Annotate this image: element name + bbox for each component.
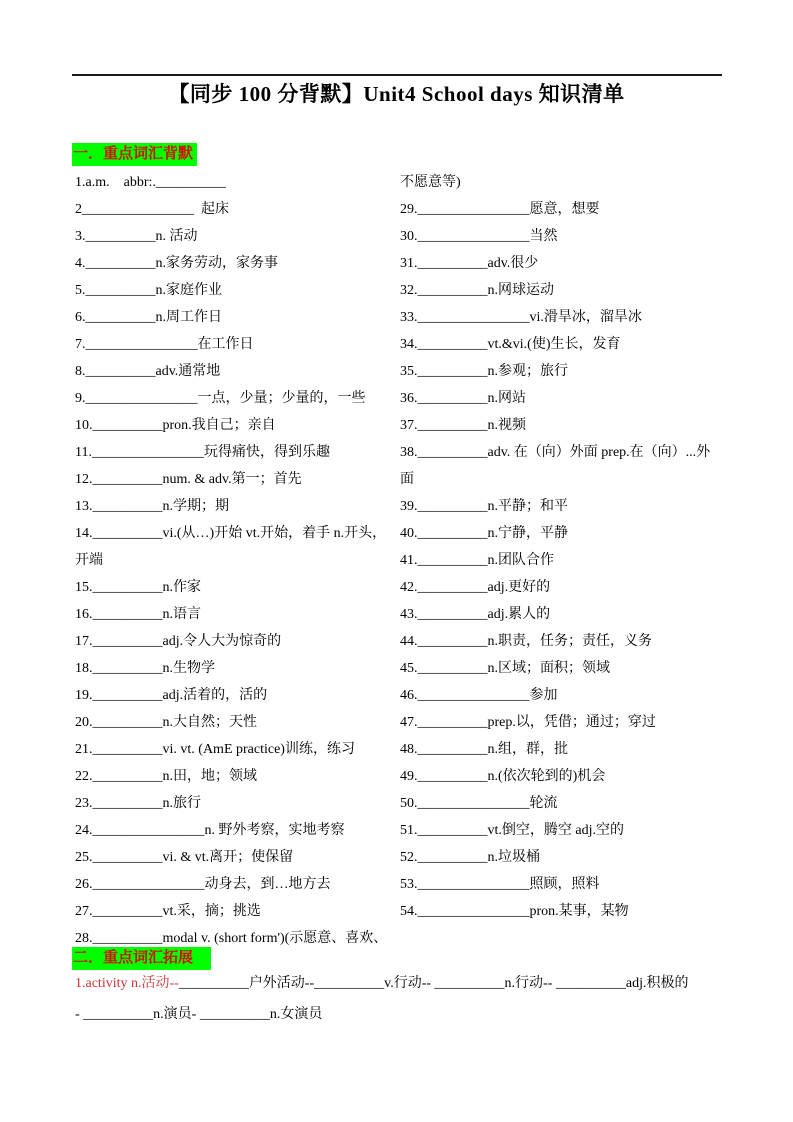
vocab-line: 34.__________vt.&vi.(使)生长，发育	[400, 337, 621, 352]
vocab-line: 32.__________n.网球运动	[400, 283, 554, 298]
expansion-headword: 1.activity n.活动--	[75, 976, 179, 991]
vocab-line: 25.__________vi. & vt.离开；使保留	[75, 850, 294, 865]
vocab-line: 37.__________n.视频	[400, 418, 526, 433]
vocab-line: 22.__________n.田，地；领域	[75, 769, 257, 784]
vocab-line: 开端	[75, 553, 103, 568]
vocab-line: 41.__________n.团队合作	[400, 553, 554, 568]
vocab-line: 2________________ 起床	[75, 202, 229, 217]
expansion-line-1	[75, 974, 688, 994]
vocab-line: 7.________________在工作日	[75, 337, 254, 352]
vocab-line: 36.__________n.网站	[400, 391, 526, 406]
vocab-line: 26.________________动身去，到…地方去	[75, 877, 331, 892]
vocab-line: 45.__________n.区域；面积；领域	[400, 661, 610, 676]
expansion-derivatives: __________户外活动--__________v.行动-- __________n.行动-- __________adj.积极的	[178, 976, 689, 991]
horizontal-rule	[72, 74, 722, 76]
vocab-line: 23.__________n.旅行	[75, 796, 201, 811]
vocab-line: 39.__________n.平静；和平	[400, 499, 568, 514]
vocab-line: 8.__________adv.通常地	[75, 364, 221, 379]
vocab-line: 28.__________modal v. (short form')(示愿意、喜欢、	[75, 931, 388, 946]
vocab-line: 30.________________当然	[400, 229, 558, 244]
vocab-line: 40.__________n.宁静，平静	[400, 526, 568, 541]
vocab-columns	[75, 169, 725, 952]
section-2-heading: 二．重点词汇拓展	[72, 947, 211, 970]
vocab-line: 46.________________参加	[400, 688, 558, 703]
vocab-line: 1.a.m. abbr:.__________	[75, 175, 226, 190]
vocab-line: 面	[400, 472, 414, 487]
vocab-column-right	[400, 169, 725, 925]
vocab-line: 53.________________照顾，照料	[400, 877, 600, 892]
vocab-line: 51.__________vt.倒空，腾空 adj.空的	[400, 823, 624, 838]
vocab-line: 3.__________n. 活动	[75, 229, 198, 244]
section-1-heading: 一．重点词汇背默	[72, 143, 197, 166]
vocab-line: 6.__________n.周工作日	[75, 310, 222, 325]
vocab-line: 24.________________n. 野外考察，实地考察	[75, 823, 345, 838]
vocab-line: 5.__________n.家庭作业	[75, 283, 222, 298]
vocab-line: 14.__________vi.(从…)开始 vt.开始，着手 n.开头，	[75, 526, 387, 541]
vocab-column-left	[75, 169, 400, 952]
vocab-line: 不愿意等)	[400, 175, 461, 190]
vocab-line: 10.__________pron.我自己；亲自	[75, 418, 276, 433]
vocab-line: 47.__________prep.以，凭借；通过；穿过	[400, 715, 656, 730]
vocab-line: 11.________________玩得痛快，得到乐趣	[75, 445, 330, 460]
vocab-line: 4.__________n.家务劳动，家务事	[75, 256, 278, 271]
vocab-line: 27.__________vt.采，摘；挑选	[75, 904, 261, 919]
vocab-line: 33.________________vi.滑旱冰，溜旱冰	[400, 310, 642, 325]
vocab-line: 16.__________n.语言	[75, 607, 201, 622]
document-title: 【同步 100 分背默】Unit4 School days 知识清单	[168, 82, 625, 106]
vocab-line: 49.__________n.(依次轮到的)机会	[400, 769, 606, 784]
vocab-line: 48.__________n.组，群，批	[400, 742, 568, 757]
vocab-line: 38.__________adv. 在（向）外面 prep.在（向）...外	[400, 445, 711, 460]
vocab-line: 9.________________一点，少量；少量的，一些	[75, 391, 366, 406]
vocab-line: 35.__________n.参观；旅行	[400, 364, 568, 379]
vocab-line: 20.__________n.大自然；天性	[75, 715, 257, 730]
vocab-line: 21.__________vi. vt. (AmE practice)训练，练习	[75, 742, 355, 757]
vocab-line: 13.__________n.学期；期	[75, 499, 229, 514]
vocab-line: 12.__________num. & adv.第一；首先	[75, 472, 302, 487]
vocab-line: 29.________________愿意，想要	[400, 202, 600, 217]
vocab-line: 15.__________n.作家	[75, 580, 201, 595]
vocab-line: 54.________________pron.某事，某物	[400, 904, 629, 919]
vocab-line: 43.__________adj.累人的	[400, 607, 551, 622]
vocab-line: 18.__________n.生物学	[75, 661, 215, 676]
vocab-line: 31.__________adv.很少	[400, 256, 539, 271]
vocab-line: 50.________________轮流	[400, 796, 558, 811]
vocab-line: 52.__________n.垃圾桶	[400, 850, 540, 865]
vocab-line: 17.__________adj.令人大为惊奇的	[75, 634, 282, 649]
vocab-line: 44.__________n.职责，任务；责任，义务	[400, 634, 652, 649]
vocab-line: 19.__________adj.活着的，活的	[75, 688, 268, 703]
vocab-line: 42.__________adj.更好的	[400, 580, 551, 595]
expansion-line-2: - __________n.演员- __________n.女演员	[75, 1007, 323, 1022]
